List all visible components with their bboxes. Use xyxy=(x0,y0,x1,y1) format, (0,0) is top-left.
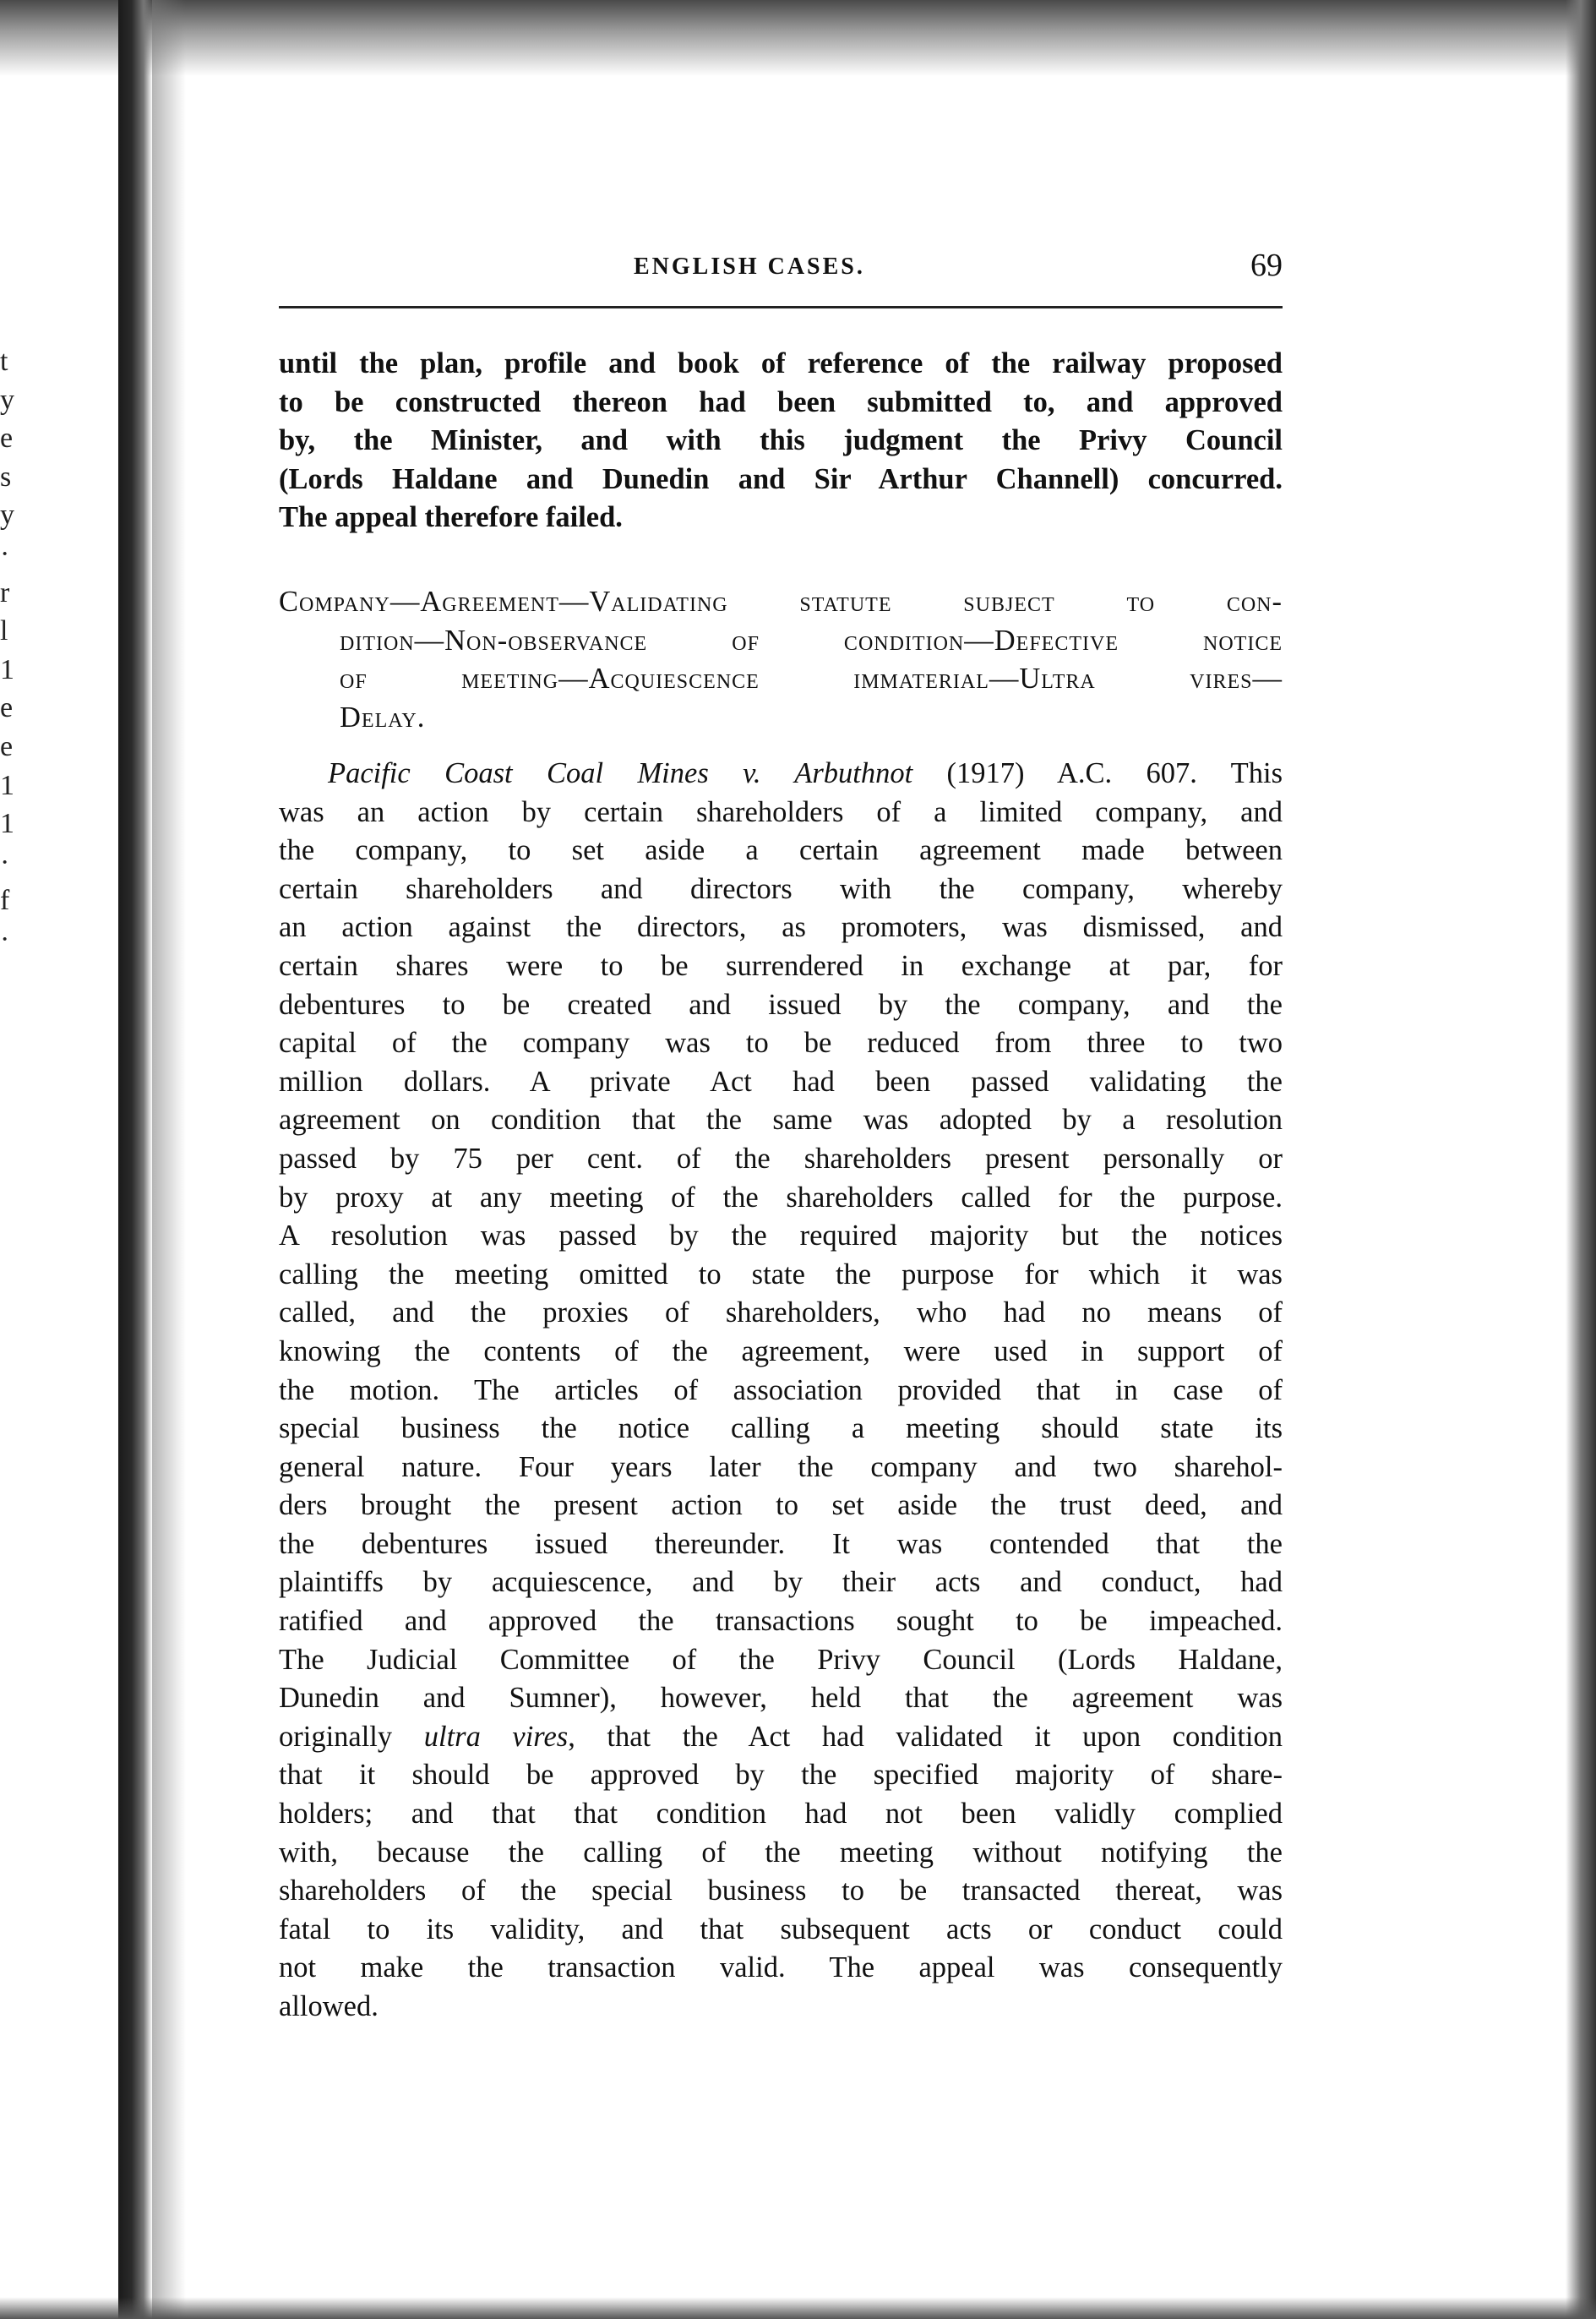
text-line: agreement on condition that the same was adopted by a resolution xyxy=(279,1104,1283,1137)
text-line: allowed. xyxy=(279,1990,379,2022)
text-line: with, because the calling of the meeting without notifying the xyxy=(279,1836,1283,1869)
heading-line: dition—Non-observance of condition—Defective notice xyxy=(340,624,1283,657)
text-line: calling the meeting omitted to state the purpose for which it was xyxy=(279,1258,1283,1290)
scan-binding-shadow xyxy=(152,0,186,2319)
facing-page-fragments xyxy=(0,342,25,959)
latin-term: ultra vires xyxy=(423,1720,569,1753)
text-line: the company, to set aside a certain agreement made between xyxy=(279,834,1283,867)
text-line: fatal to its validity, and that subsequent acts or conduct could xyxy=(279,1912,1283,1945)
margin-fragment: f xyxy=(0,885,10,917)
text-line: ders brought the present action to set aside the trust deed, and xyxy=(279,1489,1283,1522)
text-line: general nature. Four years later the company and two sharehol- xyxy=(279,1450,1283,1483)
text-line-first xyxy=(279,755,1283,794)
margin-fragment: e xyxy=(0,423,14,455)
text-fragment: , that the Act had validated it upon condition xyxy=(568,1720,1283,1753)
text-line: certain shareholders and directors with the company, whereby xyxy=(279,872,1283,905)
scan-bottom-edge xyxy=(0,2297,1596,2319)
scan-binding-edge xyxy=(118,0,152,2319)
paragraph-lines-after xyxy=(279,1756,1283,2026)
text-line: Dunedin and Sumner), however, held that the agreement was xyxy=(279,1682,1283,1715)
case-heading xyxy=(279,583,1283,737)
text-line: the debentures issued thereunder. It was contended that the xyxy=(279,1527,1283,1560)
text-line: was an action by certain shareholders of a limited company, and xyxy=(279,795,1283,828)
heading-line: of meeting—Acquiescence immaterial—Ultra vires— xyxy=(340,663,1283,696)
scan-right-edge xyxy=(1566,0,1596,2319)
running-head xyxy=(279,247,1283,289)
paragraph-lines xyxy=(279,794,1283,1718)
text-line: (Lords Haldane and Dunedin and Sir Arthur Channell) concurred. xyxy=(279,462,1283,495)
margin-fragment: e xyxy=(0,692,14,724)
citation: (1917) A.C. 607. This xyxy=(912,757,1283,789)
text-line: that it should be approved by the specified majority of share- xyxy=(279,1759,1283,1792)
heading-line: Delay. xyxy=(340,701,426,734)
text-line: The appeal therefore failed. xyxy=(279,501,623,534)
margin-fragment: e xyxy=(0,730,14,762)
text-line: by, the Minister, and with this judgment the Privy Council xyxy=(279,424,1283,457)
header-rule xyxy=(279,306,1283,308)
text-line: the motion. The articles of association provided that in case of xyxy=(279,1373,1283,1406)
text-line: A resolution was passed by the required majority but the notices xyxy=(279,1220,1283,1252)
margin-fragment: r xyxy=(0,576,10,608)
text-line: ratified and approved the transactions sought to be impeached. xyxy=(279,1605,1283,1638)
text-line: holders; and that that condition had not been validly complied xyxy=(279,1798,1283,1831)
scan-top-edge xyxy=(0,0,1596,76)
text-line: by proxy at any meeting of the shareholders called for the purpose. xyxy=(279,1181,1283,1214)
paragraph-continuation xyxy=(279,345,1283,537)
text-fragment: originally xyxy=(279,1720,424,1753)
page-number: 69 xyxy=(1250,248,1283,283)
margin-fragment: s xyxy=(0,461,12,493)
text-line: knowing the contents of the agreement, were used in support of xyxy=(279,1334,1283,1367)
text-line: passed by 75 per cent. of the shareholders present personally or xyxy=(279,1142,1283,1175)
margin-fragment: 1 xyxy=(0,769,14,801)
text-line: million dollars. A private Act had been passed validating the xyxy=(279,1065,1283,1098)
text-line: certain shares were to be surrendered in exchange at par, for xyxy=(279,949,1283,982)
text-line: until the plan, profile and book of reference of the railway proposed xyxy=(279,347,1283,379)
text-line: The Judicial Committee of the Privy Council (Lords Haldane, xyxy=(279,1643,1283,1676)
case-summary-paragraph xyxy=(279,755,1283,2027)
margin-fragment: 1 xyxy=(0,808,14,840)
margin-fragment: t xyxy=(0,346,8,377)
margin-fragment: y xyxy=(0,499,14,532)
margin-fragment: · xyxy=(0,537,10,570)
text-line: debentures to be created and issued by the company, and the xyxy=(279,988,1283,1021)
text-line: to be constructed thereon had been submitted to, and approved xyxy=(279,385,1283,418)
text-line: shareholders of the special business to be transacted thereat, was xyxy=(279,1874,1283,1907)
text-line: an action against the directors, as promoters, was dismissed, and xyxy=(279,911,1283,944)
margin-fragment: l xyxy=(0,615,8,647)
case-name: Pacific Coast Coal Mines v. Arbuthnot xyxy=(328,757,913,789)
margin-fragment: 1 xyxy=(0,653,14,685)
heading-line: Company—Agreement—Validating statute subject to con- xyxy=(279,586,1283,618)
margin-fragment: · xyxy=(0,846,10,878)
margin-fragment: · xyxy=(0,923,10,955)
text-line: not make the transaction valid. The appeal was consequently xyxy=(279,1951,1283,1984)
text-line-ultra-vires xyxy=(279,1718,1283,1757)
margin-fragment: y xyxy=(0,384,14,416)
text-line: capital of the company was to be reduced from three to two xyxy=(279,1027,1283,1060)
running-title: ENGLISH CASES. xyxy=(634,254,865,280)
text-line: plaintiffs by acquiescence, and by their acts and conduct, had xyxy=(279,1566,1283,1599)
text-line: called, and the proxies of shareholders, who had no means of xyxy=(279,1296,1283,1329)
text-line: special business the notice calling a meeting should state its xyxy=(279,1412,1283,1445)
